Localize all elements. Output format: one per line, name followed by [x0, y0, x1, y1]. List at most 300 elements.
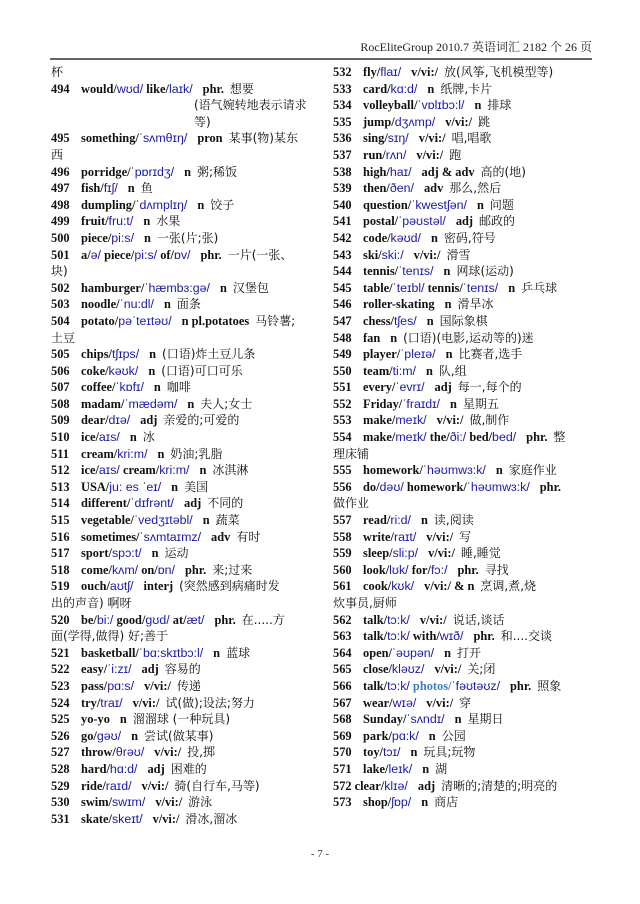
part-of-speech: n	[202, 513, 210, 528]
entry-number: 543	[333, 247, 352, 262]
meaning-continuation: 出的声音) 啊呀	[51, 596, 132, 610]
phonetic: ˈsʌndɪ/	[406, 712, 445, 727]
vocab-entry	[51, 130, 319, 147]
part-of-speech: n	[199, 463, 207, 478]
entry-number: 546	[333, 297, 352, 312]
chinese-meaning: 传递	[176, 678, 201, 693]
chinese-meaning: 尝试(做某事)	[144, 728, 214, 743]
english-word: homework/	[363, 463, 423, 478]
part-of-speech: n	[445, 347, 453, 362]
part-of-speech: v/vi:/	[411, 65, 439, 79]
phonetic: kəʊk/	[108, 363, 139, 378]
vocab-entry	[51, 728, 319, 745]
vocab-entry	[333, 164, 595, 181]
part-of-speech: adv	[423, 181, 444, 196]
chinese-meaning: 队,组	[438, 363, 467, 378]
phonetic: æt/	[186, 612, 205, 627]
vocab-entry	[333, 180, 595, 197]
entry-number: 528	[51, 761, 70, 776]
phonetic: ˈtenɪs/	[398, 264, 434, 279]
phonetic: ju: es ˈeɪ/	[109, 479, 162, 494]
english-word: make/	[363, 413, 396, 428]
entry-number: 503	[51, 297, 70, 312]
chinese-meaning: 公园	[441, 728, 466, 743]
chinese-meaning: 读,阅读	[433, 513, 474, 528]
part-of-speech: v/vi:/ & n	[424, 579, 475, 594]
vocab-entry	[51, 695, 319, 712]
chinese-meaning: 咖啡	[166, 380, 191, 395]
vocab-entry	[333, 363, 595, 380]
vocab-entry	[51, 197, 319, 214]
part-of-speech: n	[143, 214, 151, 229]
vocab-entry	[333, 462, 595, 479]
part-of-speech: adj	[434, 380, 452, 395]
entry-number: 495	[51, 131, 70, 146]
part-of-speech: adj	[184, 496, 202, 511]
chinese-meaning: 奶油;乳脂	[170, 446, 223, 461]
phonetic: hɑ:d/	[109, 761, 138, 776]
page-header: RocEliteGroup 2010.7 英语词汇 2182 个 26 页	[360, 40, 592, 54]
vocab-entry	[51, 280, 319, 297]
english-word: table/	[363, 280, 393, 295]
part-of-speech: phr.	[202, 81, 224, 96]
vocab-entry	[333, 744, 595, 761]
vocab-entry	[51, 230, 319, 247]
chinese-meaning: 做,制作	[469, 413, 510, 428]
part-of-speech: v/vi:/	[436, 413, 464, 428]
part-of-speech: pron	[197, 131, 223, 146]
english-word: cream/	[119, 463, 160, 478]
part-of-speech: n	[184, 164, 191, 179]
part-of-speech: n	[390, 330, 398, 345]
part-of-speech: n	[213, 645, 221, 660]
english-word: sing/	[363, 131, 388, 146]
phonetic: rʌn/	[385, 147, 407, 162]
vocab-entry	[51, 761, 319, 778]
chinese-meaning: 网球(运动)	[456, 264, 514, 279]
english-word: fruit/	[81, 214, 109, 229]
english-word: good/	[113, 612, 146, 627]
phonetic: gəʊ/	[96, 728, 122, 743]
vocab-entry	[333, 628, 595, 645]
english-word: hamburger/	[81, 280, 145, 295]
chinese-meaning: 比赛者,选手	[458, 347, 523, 362]
english-word: ouch/	[81, 579, 110, 594]
english-word: open/	[363, 645, 392, 660]
chinese-meaning: 和....交谈	[500, 629, 552, 644]
chinese-meaning: 美国	[184, 479, 209, 494]
english-word: on/	[138, 562, 158, 577]
phonetic: dəʊ/	[379, 479, 404, 494]
entry-number: 566	[333, 678, 352, 693]
english-word: fly/	[363, 65, 381, 79]
english-word: vegetable/	[81, 513, 134, 528]
phonetic: ˈfraɪdɪ/	[402, 396, 440, 411]
phonetic: kləʊz/	[391, 662, 425, 677]
chinese-meaning: 放(风筝,飞机模型等)	[444, 65, 554, 79]
vocab-entry	[51, 578, 319, 595]
english-word: porridge/	[81, 164, 131, 179]
phonetic: fɔ:/	[430, 562, 448, 577]
vocab-entry	[51, 529, 319, 546]
english-word: yo-yo	[81, 712, 110, 727]
entry-number: 533	[333, 81, 352, 96]
phonetic: ˈhəʊmwɜ:k/	[422, 463, 486, 478]
part-of-speech: n	[171, 479, 179, 494]
chinese-meaning: 运动	[164, 546, 189, 561]
meaning-continuation: 理床铺	[333, 446, 370, 461]
phonetic: flaɪ/	[380, 65, 402, 79]
vocab-entry	[333, 778, 595, 795]
vocab-entry	[51, 811, 319, 828]
english-word: of/	[157, 247, 174, 262]
phonetic: fru:t/	[108, 214, 134, 229]
entry-number: 571	[333, 761, 352, 776]
phonetic: bi:/	[96, 612, 114, 627]
part-of-speech: adj	[141, 662, 159, 677]
part-of-speech: phr.	[510, 678, 532, 693]
part-of-speech: v/vi:/	[434, 662, 462, 677]
entry-number: 539	[333, 181, 352, 196]
english-word: for/	[408, 562, 431, 577]
phonetic: aɪs/	[98, 463, 120, 478]
phonetic: tʃɪps/	[112, 347, 140, 362]
chinese-meaning: 来;过来	[212, 562, 253, 577]
entry-number: 529	[51, 778, 70, 793]
english-word: team/	[363, 363, 393, 378]
phonetic: ˈtenɪs/	[462, 280, 499, 295]
entry-number: 498	[51, 197, 70, 212]
phonetic: wʊd/	[116, 81, 144, 96]
entry-number: 515	[51, 513, 70, 528]
chinese-meaning: 困难的	[170, 761, 207, 776]
chinese-meaning: 一张(片;张)	[156, 230, 219, 245]
phonetic: swɪm/	[111, 795, 146, 810]
meaning-continuation: (语气婉转地表示请求等)	[194, 98, 307, 129]
entry-number: 541	[333, 214, 352, 229]
english-word: make/	[363, 430, 396, 445]
phonetic: ə/	[90, 247, 101, 262]
chinese-meaning: 有时	[236, 529, 261, 544]
english-word: tennis/	[363, 264, 399, 279]
english-word: madam/	[81, 396, 125, 411]
english-word: ice/	[81, 430, 99, 445]
chinese-meaning: 打开	[457, 645, 482, 660]
entry-number: 499	[51, 214, 70, 229]
english-word: would/	[81, 81, 117, 96]
vocab-entry	[333, 330, 595, 347]
part-of-speech: n	[426, 363, 433, 378]
english-word: dear/	[81, 413, 109, 428]
english-word: tennis/	[424, 280, 463, 295]
vocab-entry	[333, 794, 595, 811]
english-word: ski/	[363, 247, 382, 262]
chinese-meaning: 鱼	[140, 181, 153, 196]
english-word: coke/	[81, 363, 109, 378]
vocab-entry	[333, 562, 595, 579]
vocab-entry	[333, 81, 595, 98]
entry-number: 506	[51, 363, 70, 378]
phonetic: ˈmædəm/	[124, 396, 178, 411]
left-column	[51, 64, 319, 827]
vocab-entry	[51, 180, 319, 197]
phonetic: ˈteɪbl/	[392, 280, 425, 295]
english-word: basketball/	[81, 645, 139, 660]
english-word: postal/	[363, 214, 399, 229]
phonetic: meɪk/	[395, 413, 427, 428]
entry-number: 514	[51, 496, 70, 511]
part-of-speech: n	[444, 297, 452, 312]
part-of-speech: phr.	[526, 430, 548, 445]
part-of-speech: n	[153, 380, 161, 395]
english-word: different/	[81, 496, 131, 511]
english-word: every/	[363, 380, 396, 395]
vocab-entry	[333, 512, 595, 529]
chinese-meaning: (口语)可口可乐	[161, 363, 243, 378]
english-word: Sunday/	[363, 712, 407, 727]
chinese-meaning: 蓝球	[226, 645, 251, 660]
entry-number: 573	[333, 795, 352, 810]
english-word: roller-skating	[363, 297, 435, 312]
entry-number: 545	[333, 280, 352, 295]
part-of-speech: n pl.potatoes	[181, 313, 250, 328]
part-of-speech: n	[410, 745, 418, 760]
chinese-meaning: 冰淇淋	[212, 463, 249, 478]
english-word: pass/	[81, 678, 108, 693]
entry-number: 565	[333, 662, 352, 677]
phonetic: ti:m/	[392, 363, 416, 378]
english-word: toy/	[363, 745, 383, 760]
english-word: piece/	[81, 230, 112, 245]
english-word: swim/	[81, 795, 112, 810]
chinese-meaning: 骑(自行车,马等)	[174, 778, 260, 793]
entry-number: 521	[51, 645, 70, 660]
english-word: throw/	[81, 745, 116, 760]
part-of-speech: n	[421, 795, 429, 810]
english-word: talk/	[363, 629, 388, 644]
phonetic: fɪʃ/	[103, 181, 118, 196]
entry-number: 518	[51, 562, 70, 577]
part-of-speech: v/vi:/	[419, 612, 447, 627]
english-word: read/	[363, 513, 391, 528]
part-of-speech: phr.	[214, 612, 236, 627]
chinese-meaning: 面条	[176, 297, 201, 312]
phonetic: tɔ:k/	[387, 612, 410, 627]
entry-number: 568	[333, 712, 352, 727]
part-of-speech: v/vi:/	[418, 131, 446, 146]
phonetic: sɪŋ/	[387, 131, 409, 146]
part-of-speech: n	[420, 513, 428, 528]
entry-number: 551	[333, 380, 352, 395]
chinese-meaning: 星期日	[467, 712, 504, 727]
chinese-meaning: 商店	[434, 795, 459, 810]
phonetic: ˈpleɪə/	[400, 347, 436, 362]
chinese-meaning: 滑旱冰	[457, 297, 494, 312]
vocab-entry	[51, 213, 319, 230]
entry-number: 570	[333, 745, 352, 760]
chinese-meaning: 粥;稀饭	[197, 164, 238, 179]
vocab-list-left	[51, 81, 319, 828]
chinese-meaning: 邮政的	[479, 214, 516, 229]
chinese-meaning: 投,掷	[187, 745, 215, 760]
chinese-meaning: 关;闭	[467, 662, 496, 677]
phonetic: ˈsʌmtaɪmz/	[139, 529, 202, 544]
phonetic: ski:/	[381, 247, 404, 262]
phonetic: ˈpəʊstəl/	[398, 214, 446, 229]
part-of-speech: n	[219, 280, 227, 295]
chinese-meaning: 溜溜球 (一种玩具)	[132, 712, 231, 727]
part-of-speech: phr.	[200, 247, 222, 262]
entry-number: 524	[51, 695, 70, 710]
phonetic: tɔɪ/	[382, 745, 401, 760]
chinese-meaning: (突然感到病痛时发	[179, 579, 280, 594]
english-word: bed/	[466, 430, 493, 445]
part-of-speech: n	[422, 761, 430, 776]
english-word: shop/	[363, 795, 392, 810]
part-of-speech: phr.	[457, 562, 479, 577]
entry-number: 562	[333, 612, 352, 627]
english-word: something/	[81, 131, 139, 146]
part-of-speech: n	[144, 230, 151, 245]
vocab-entry	[333, 711, 595, 728]
chinese-meaning: 游泳	[188, 795, 213, 810]
vocab-entry	[51, 495, 319, 512]
phonetic: ˈdɪfrənt/	[130, 496, 174, 511]
phonetic: kri:m/	[117, 446, 148, 461]
chinese-meaning: 某事(物)某东	[228, 131, 298, 146]
part-of-speech: v/vi:/	[426, 529, 454, 544]
entry-number: 553	[333, 413, 352, 428]
vocab-entry	[51, 379, 319, 396]
english-word: talk/	[363, 612, 388, 627]
entry-number: 538	[333, 164, 352, 179]
vocab-entry	[51, 296, 319, 313]
chinese-meaning: 清晰的;清楚的;明亮的	[441, 778, 558, 793]
english-word: Friday/	[363, 396, 403, 411]
part-of-speech: v/vi:/	[144, 678, 171, 693]
phonetic: wɪə/	[392, 695, 417, 710]
vocab-entry	[333, 247, 595, 264]
vocab-entry	[51, 678, 319, 695]
part-of-speech: n	[148, 363, 156, 378]
phonetic: ˈəʊpən/	[391, 645, 435, 660]
part-of-speech: v/vi:/	[445, 114, 473, 129]
vocab-entry	[333, 197, 595, 214]
phonetic: pɑ:s/	[107, 678, 135, 693]
vocab-entry	[51, 612, 319, 629]
vocab-entry	[333, 213, 595, 230]
entry-number: 532	[333, 65, 352, 79]
english-word: ride/	[81, 778, 106, 793]
phonetic: ði:/	[449, 430, 467, 445]
phonetic: haɪ/	[389, 164, 412, 179]
vocab-entry	[51, 562, 319, 579]
phonetic: bed/	[492, 430, 517, 445]
vocab-entry	[333, 529, 595, 546]
vocab-entry	[51, 247, 319, 264]
english-word: try/	[81, 695, 101, 710]
vocab-entry	[333, 230, 595, 247]
vocab-entry	[333, 97, 595, 114]
chinese-meaning: 不同的	[207, 496, 244, 511]
chinese-meaning: 蔬菜	[215, 513, 240, 528]
entry-number: 507	[51, 380, 70, 395]
part-of-speech: n	[187, 396, 195, 411]
part-of-speech: v/vi:/	[428, 546, 455, 561]
chinese-meaning: 冰	[142, 430, 155, 445]
entry-number: 535	[333, 114, 352, 129]
english-word: like/	[143, 81, 169, 96]
chinese-meaning: 纸牌,卡片	[440, 81, 493, 96]
part-of-speech: n	[127, 181, 135, 196]
english-word: noodle/	[81, 297, 120, 312]
part-of-speech: v/vi:/	[152, 811, 180, 826]
entry-number: 497	[51, 181, 70, 196]
phonetic: pi:s/	[134, 247, 158, 262]
entry-number: 519	[51, 579, 70, 594]
part-of-speech: n	[157, 446, 165, 461]
meaning-continuation: 做作业	[333, 496, 370, 511]
vocab-entry	[333, 263, 595, 280]
entry-number: 549	[333, 347, 352, 362]
entry-number: 523	[51, 678, 70, 693]
phonetic: kəʊd/	[390, 230, 421, 245]
vocab-entry	[51, 164, 319, 181]
chinese-meaning: 密码,符号	[443, 230, 496, 245]
entry-number: 542	[333, 230, 352, 245]
chinese-meaning: 滑冰,溜冰	[185, 811, 238, 826]
phonetic: lʊk/	[389, 562, 409, 577]
part-of-speech: n	[443, 264, 451, 279]
vocab-entry	[333, 396, 595, 413]
english-word: piece/	[100, 247, 135, 262]
entry-number: 564	[333, 645, 352, 660]
entry-number: 563	[333, 629, 352, 644]
phonetic: raɪt/	[393, 529, 417, 544]
phonetic: ˈnu:dl/	[119, 297, 154, 312]
vocab-entry	[333, 114, 595, 131]
english-word: cream/	[81, 446, 118, 461]
english-word: sleep/	[363, 546, 393, 561]
chinese-meaning: 写	[459, 529, 472, 544]
part-of-speech: adj	[417, 778, 436, 793]
chinese-meaning: 睡,睡觉	[460, 546, 501, 561]
chinese-meaning: 汉堡包	[232, 280, 269, 295]
phonetic: spɔ:t/	[111, 546, 142, 561]
entry-number: 555	[333, 463, 352, 478]
english-word: write/	[363, 529, 394, 544]
chinese-meaning: 排球	[487, 98, 512, 113]
part-of-speech: v/vi:/	[416, 147, 444, 162]
english-word: potato/	[81, 313, 119, 328]
part-of-speech: v/vi:/	[155, 795, 183, 810]
meaning-continuation: 面(学得,做得) 好;善于	[51, 629, 169, 644]
english-word: sport/	[81, 546, 112, 561]
phonetic: ˈkwestʃən/	[411, 197, 467, 212]
vocab-entry	[333, 761, 595, 778]
entry-number: 520	[51, 612, 70, 627]
chinese-meaning: 一片(一张、	[227, 247, 293, 262]
part-of-speech: adj	[140, 413, 158, 428]
chinese-meaning: 烹调,煮,烧	[480, 579, 537, 594]
part-of-speech: n	[431, 230, 438, 245]
phonetic: dʒʌmp/	[394, 114, 436, 129]
chinese-meaning: 水果	[156, 214, 181, 229]
chinese-meaning: 唱,唱歌	[451, 131, 492, 146]
phonetic: dɪə/	[108, 413, 131, 428]
entry-number: 560	[333, 562, 352, 577]
english-word: card/	[363, 81, 391, 96]
